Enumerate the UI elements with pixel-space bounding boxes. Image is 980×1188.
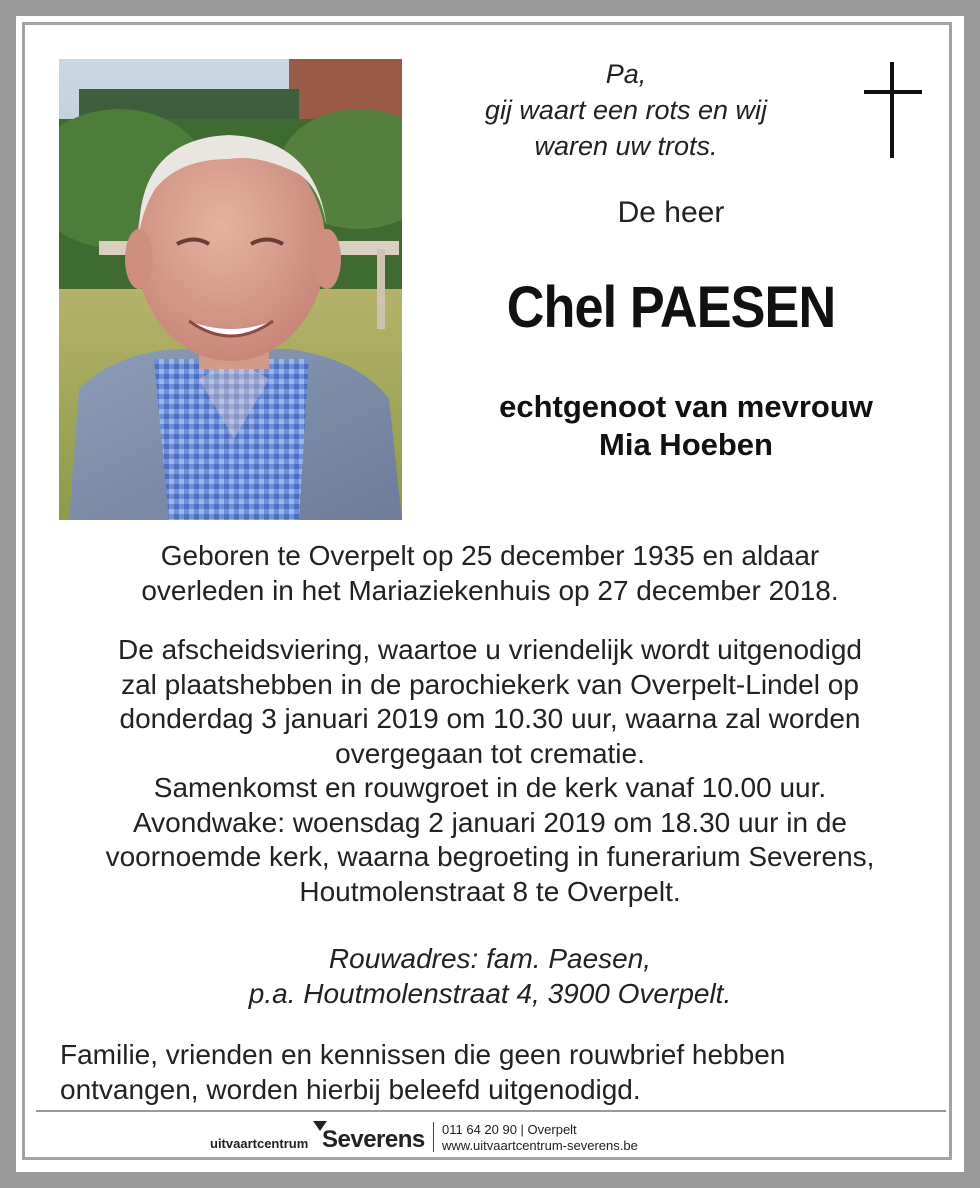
- poem-line: Pa,: [605, 59, 647, 89]
- brand-name: Severens: [322, 1126, 425, 1153]
- phone-line: 011 64 20 90 | Overpelt: [442, 1122, 577, 1137]
- contact-info: [442, 1122, 638, 1154]
- poem-line: waren uw trots.: [534, 131, 718, 161]
- spouse-name: Mia Hoeben: [599, 427, 773, 462]
- website-link[interactable]: www.uitvaartcentrum-severens.be: [442, 1138, 638, 1153]
- text-line: overgegaan tot crematie.: [335, 737, 645, 769]
- text-line: overleden in het Mariaziekenhuis op 27 december 2018.: [141, 574, 839, 606]
- footer-divider-line: [36, 1110, 946, 1112]
- cross-icon: [864, 62, 922, 165]
- footer-separator: [433, 1122, 434, 1152]
- spouse-line: echtgenoot van mevrouw: [499, 389, 873, 424]
- deceased-name: Chel PAESEN: [506, 275, 836, 340]
- text-line: p.a. Houtmolenstraat 4, 3900 Overpelt.: [248, 977, 732, 1009]
- family-note: [60, 1038, 940, 1107]
- poem: [416, 56, 836, 164]
- text-line: donderdag 3 januari 2019 om 10.30 uur, waarna zal worden: [119, 703, 861, 734]
- honorific: De heer: [617, 196, 725, 229]
- text-line: zal plaatshebben in de parochiekerk van Overpelt-Lindel op: [121, 668, 859, 700]
- text-line: Rouwadres: fam. Paesen,: [328, 943, 652, 974]
- text-line: Avondwake: woensdag 2 januari 2019 om 18.30 uur in de: [133, 806, 847, 838]
- mourning-address: [36, 942, 944, 1011]
- text-line: De afscheidsviering, waartoe u vriendelijk wordt uitgenodigd: [118, 634, 862, 665]
- poem-line: gij waart een rots en wij: [484, 95, 768, 125]
- birth-death-text: [36, 539, 944, 608]
- portrait-photo: [59, 59, 402, 520]
- footer: [16, 1116, 964, 1162]
- obituary-card: [16, 16, 964, 1172]
- text-line: Houtmolenstraat 8 te Overpelt.: [299, 875, 681, 907]
- text-line: voornoemde kerk, waarna begroeting in funerarium Severens,: [105, 841, 875, 872]
- text-line: Geboren te Overpelt op 25 december 1935 en aldaar: [160, 540, 820, 571]
- text-line: Familie, vrienden en kennissen die geen rouwbrief hebben: [60, 1039, 786, 1070]
- text-line: ontvangen, worden hierbij beleefd uitgenodigd.: [60, 1073, 641, 1105]
- spouse-info: [416, 388, 956, 464]
- ceremony-text: [36, 633, 944, 909]
- brand-prefix: uitvaartcentrum: [210, 1136, 309, 1151]
- text-line: Samenkomst en rouwgroet in de kerk vanaf 10.00 uur.: [153, 772, 827, 803]
